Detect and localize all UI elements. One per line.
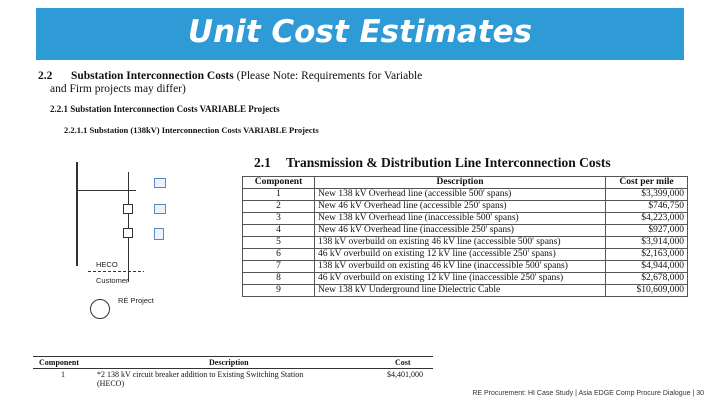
cell-component: 6 xyxy=(243,249,315,261)
sub-header-description: Description xyxy=(209,358,249,367)
header-description: Description xyxy=(315,177,606,189)
cell-description: 138 kV overbuild on existing 46 kV line (accessible 500' spans) xyxy=(315,237,606,249)
table-row xyxy=(243,201,688,213)
slide-footer: RE Procurement: HI Case Study | Asia EDGE Comp Procure Dialogue | 30 xyxy=(472,390,704,397)
section-2-1-title: Transmission & Distribution Line Interconnection Costs xyxy=(286,155,611,170)
cell-cost: $3,914,000 xyxy=(606,237,688,249)
table-row xyxy=(243,261,688,273)
table-row xyxy=(243,189,688,201)
cell-component: 9 xyxy=(243,285,315,297)
header-cost-per-mile: Cost per mile xyxy=(606,177,688,189)
table-row xyxy=(243,249,688,261)
table-header-rule xyxy=(33,368,433,369)
cell-description: 46 kV overbuild on existing 12 kV line (accessible 250' spans) xyxy=(315,249,606,261)
circuit-breaker-upper xyxy=(123,204,133,214)
label-re-project: RE Project xyxy=(118,296,154,305)
highlight-box-1 xyxy=(154,178,166,188)
diagram-bus-horizontal xyxy=(76,190,136,191)
cell-description: New 138 kV Overhead line (inaccessible 500' spans) xyxy=(315,213,606,225)
table-row xyxy=(243,225,688,237)
cell-cost: $2,163,000 xyxy=(606,249,688,261)
table-header-row xyxy=(243,177,688,189)
slide-title: Unit Cost Estimates xyxy=(187,14,533,50)
table-row xyxy=(243,285,688,297)
highlight-box-2 xyxy=(154,204,166,214)
cell-cost: $746,750 xyxy=(606,201,688,213)
sub-header-component: Component xyxy=(39,358,80,367)
sub-row-component: 1 xyxy=(61,370,65,379)
ownership-divider xyxy=(88,271,144,272)
cell-cost: $3,399,000 xyxy=(606,189,688,201)
cell-component: 3 xyxy=(243,213,315,225)
section-2-2-note: (Please Note: Requirements for Variable xyxy=(233,70,423,82)
section-2-2-1-1-heading: 2.2.1.1 Substation (138kV) Interconnection Costs VARIABLE Projects xyxy=(64,125,319,135)
cell-description: New 138 kV Underground line Dielectric Cable xyxy=(315,285,606,297)
title-banner xyxy=(36,8,684,60)
table-top-rule xyxy=(33,356,433,357)
sub-row-description: *2 138 kV circuit breaker addition to Existing Switching Station xyxy=(97,370,304,379)
cell-cost: $10,609,000 xyxy=(606,285,688,297)
section-2-2-heading xyxy=(38,70,422,83)
table-row xyxy=(243,237,688,249)
cell-cost: $927,000 xyxy=(606,225,688,237)
label-heco: HECO xyxy=(96,260,118,269)
sub-header-cost: Cost xyxy=(395,358,411,367)
cell-component: 7 xyxy=(243,261,315,273)
cell-description: 46 kV overbuild on existing 12 kV line (inaccessible 250' spans) xyxy=(315,273,606,285)
cell-component: 8 xyxy=(243,273,315,285)
section-2-2-title: Substation Interconnection Costs xyxy=(71,70,234,82)
section-2-1-heading xyxy=(254,155,611,171)
generator-symbol xyxy=(90,299,110,319)
cell-description: New 46 kV Overhead line (inaccessible 250' spans) xyxy=(315,225,606,237)
table-row xyxy=(243,273,688,285)
circuit-breaker-lower xyxy=(123,228,133,238)
cell-cost: $4,223,000 xyxy=(606,213,688,225)
cell-component: 5 xyxy=(243,237,315,249)
label-customer: Customer xyxy=(96,276,129,285)
cell-description: New 138 kV Overhead line (accessible 500' spans) xyxy=(315,189,606,201)
section-2-2-note-continued: and Firm projects may differ) xyxy=(50,83,186,95)
cell-cost: $2,678,000 xyxy=(606,273,688,285)
diagram-feeder-line xyxy=(128,172,129,282)
diagram-bus-left xyxy=(76,162,78,266)
header-component: Component xyxy=(243,177,315,189)
single-line-diagram xyxy=(76,162,226,322)
cell-component: 2 xyxy=(243,201,315,213)
cell-description: New 46 kV Overhead line (accessible 250' spans) xyxy=(315,201,606,213)
sub-row-description-line2: (HECO) xyxy=(97,379,125,388)
sub-row-cost: $4,401,000 xyxy=(387,370,423,379)
section-2-2-1-heading: 2.2.1 Substation Interconnection Costs VARIABLE Projects xyxy=(50,104,280,114)
cell-cost: $4,944,000 xyxy=(606,261,688,273)
table-row xyxy=(243,213,688,225)
cell-description: 138 kV overbuild on existing 46 kV line (inaccessible 500' spans) xyxy=(315,261,606,273)
td-line-cost-table xyxy=(242,176,688,297)
section-2-2-number: 2.2 xyxy=(38,70,53,82)
table-body xyxy=(243,189,688,297)
cell-component: 4 xyxy=(243,225,315,237)
cell-component: 1 xyxy=(243,189,315,201)
highlight-box-3 xyxy=(154,228,164,240)
section-2-1-number: 2.1 xyxy=(254,155,271,170)
